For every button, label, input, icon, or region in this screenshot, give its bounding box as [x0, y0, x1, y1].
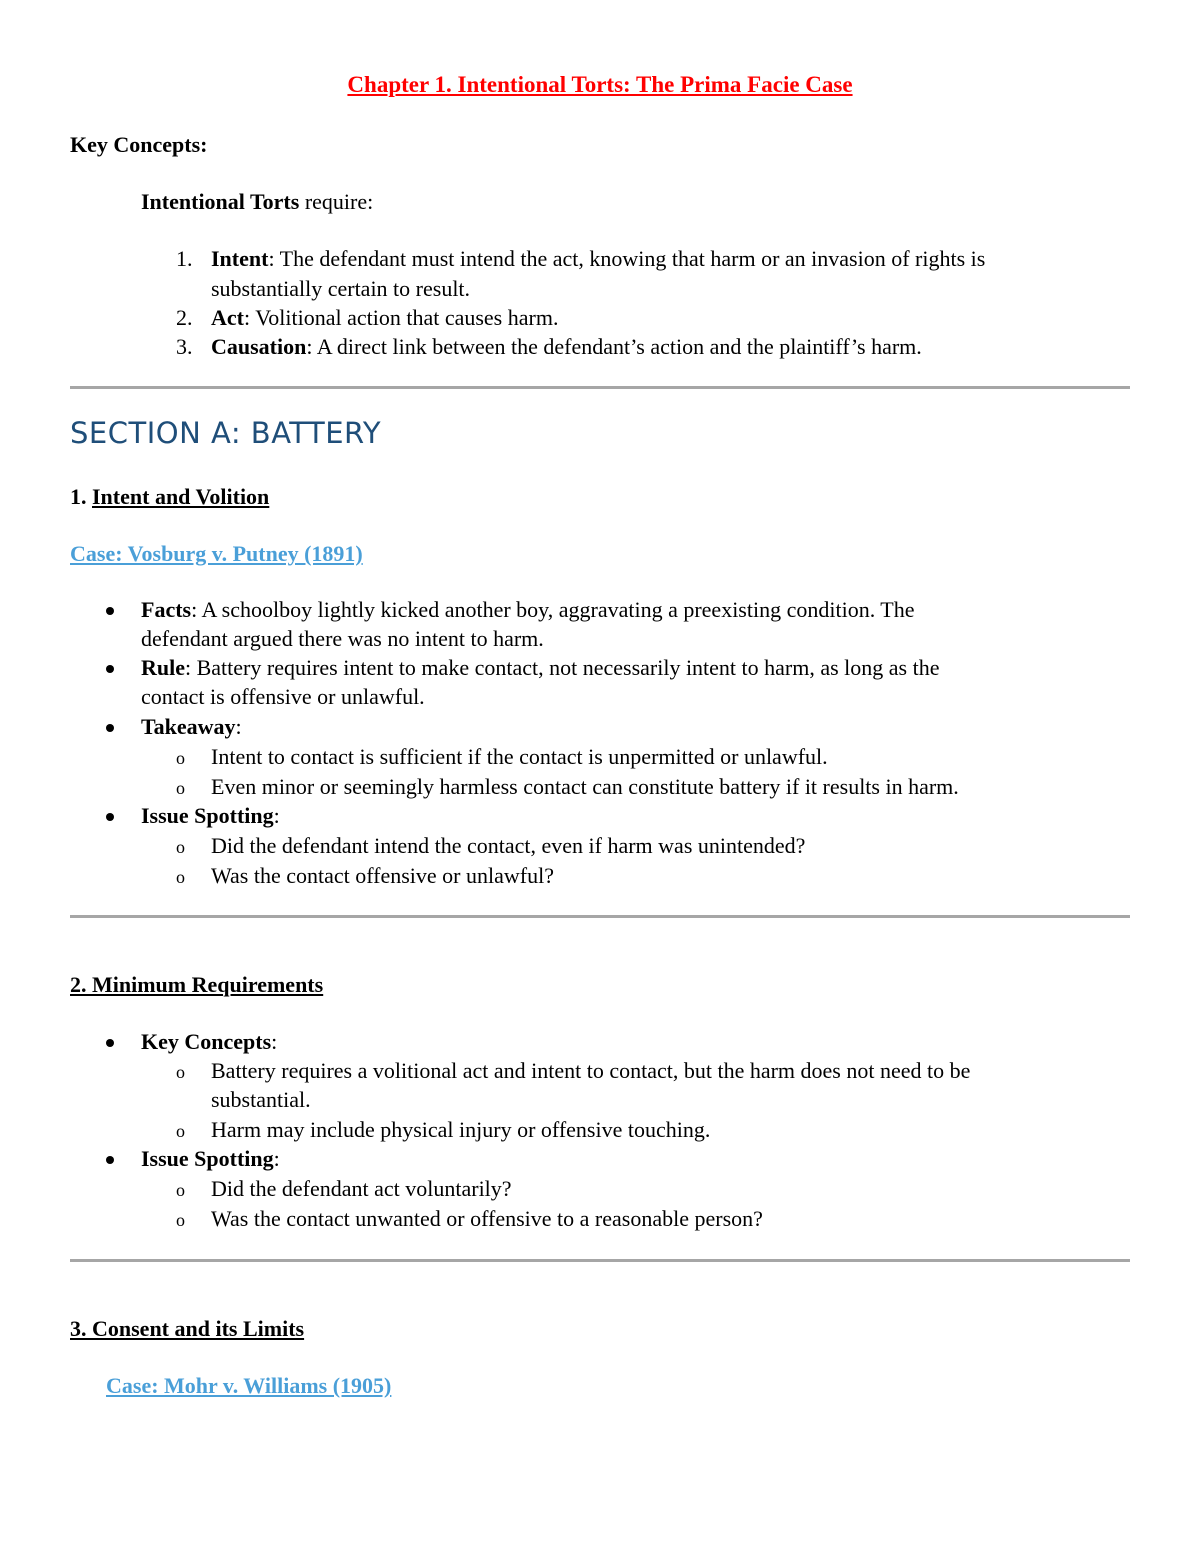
chapter-title: Chapter 1. Intentional Torts: The Prima Facie Case — [347, 72, 853, 97]
issue-spotting-line: Issue Spotting: — [141, 1146, 280, 1171]
section-heading: SECTION A: BATTERY — [70, 416, 382, 450]
list-item-causation: Causation: A direct link between the defendant’s action and the plaintiff’s harm. — [211, 334, 922, 359]
sub-bullet-icon: o — [176, 1121, 185, 1141]
key-concept-item: Battery requires a volitional act and intent to contact, but the harm does not need to be — [211, 1058, 971, 1083]
bullet-icon — [106, 813, 114, 821]
takeaway-item: Even minor or seemingly harmless contact can constitute battery if it results in harm. — [211, 774, 959, 799]
issue-item: Was the contact unwanted or offensive to a reasonable person? — [211, 1206, 763, 1231]
sub-bullet-icon: o — [176, 778, 185, 798]
bullet-icon — [106, 607, 114, 615]
bullet-icon — [106, 1156, 114, 1164]
sub-bullet-icon: o — [176, 1062, 185, 1082]
key-concept-item-cont: substantial. — [211, 1087, 311, 1112]
facts-line: Facts: A schoolboy lightly kicked another boy, aggravating a preexisting condition. The — [141, 597, 915, 622]
key-concepts-line: Key Concepts: — [141, 1029, 278, 1054]
sub-bullet-icon: o — [176, 1180, 185, 1200]
list-item-intent-cont: substantially certain to result. — [211, 276, 471, 301]
bullet-icon — [106, 724, 114, 732]
takeaway-line: Takeaway: — [141, 714, 242, 739]
issue-item: Was the contact offensive or unlawful? — [211, 863, 554, 888]
sub-bullet-icon: o — [176, 867, 185, 887]
sub-bullet-icon: o — [176, 837, 185, 857]
subsection-title-1: 1. Intent and Volition — [70, 484, 270, 509]
subsection-title-2: 2. Minimum Requirements — [70, 972, 324, 997]
horizontal-rule — [70, 386, 1130, 389]
issue-item: Did the defendant intend the contact, even if harm was unintended? — [211, 833, 806, 858]
list-item-act: Act: Volitional action that causes harm. — [211, 305, 559, 330]
bullet-icon — [106, 1039, 114, 1047]
horizontal-rule — [70, 915, 1130, 918]
sub-bullet-icon: o — [176, 748, 185, 768]
bullet-icon — [106, 665, 114, 673]
intentional-torts-lead: Intentional Torts require: — [141, 189, 374, 214]
horizontal-rule — [70, 1259, 1130, 1262]
key-concept-item: Harm may include physical injury or offensive touching. — [211, 1117, 711, 1142]
facts-line-cont: defendant argued there was no intent to harm. — [141, 626, 544, 651]
case-link-vosburg[interactable]: Case: Vosburg v. Putney (1891) — [70, 541, 363, 566]
list-item-intent: Intent: The defendant must intend the act, knowing that harm or an invasion of rights is — [211, 246, 986, 271]
list-number: 2. — [176, 305, 193, 330]
list-number: 1. — [176, 246, 193, 271]
case-link-mohr[interactable]: Case: Mohr v. Williams (1905) — [106, 1373, 392, 1398]
key-concepts-label: Key Concepts: — [70, 132, 208, 157]
takeaway-item: Intent to contact is sufficient if the contact is unpermitted or unlawful. — [211, 744, 828, 769]
issue-item: Did the defendant act voluntarily? — [211, 1176, 512, 1201]
subsection-title-3: 3. Consent and its Limits — [70, 1316, 305, 1341]
rule-line: Rule: Battery requires intent to make contact, not necessarily intent to harm, as long as the — [141, 655, 940, 680]
issue-spotting-line: Issue Spotting: — [141, 803, 280, 828]
rule-line-cont: contact is offensive or unlawful. — [141, 684, 425, 709]
sub-bullet-icon: o — [176, 1210, 185, 1230]
list-number: 3. — [176, 334, 193, 359]
